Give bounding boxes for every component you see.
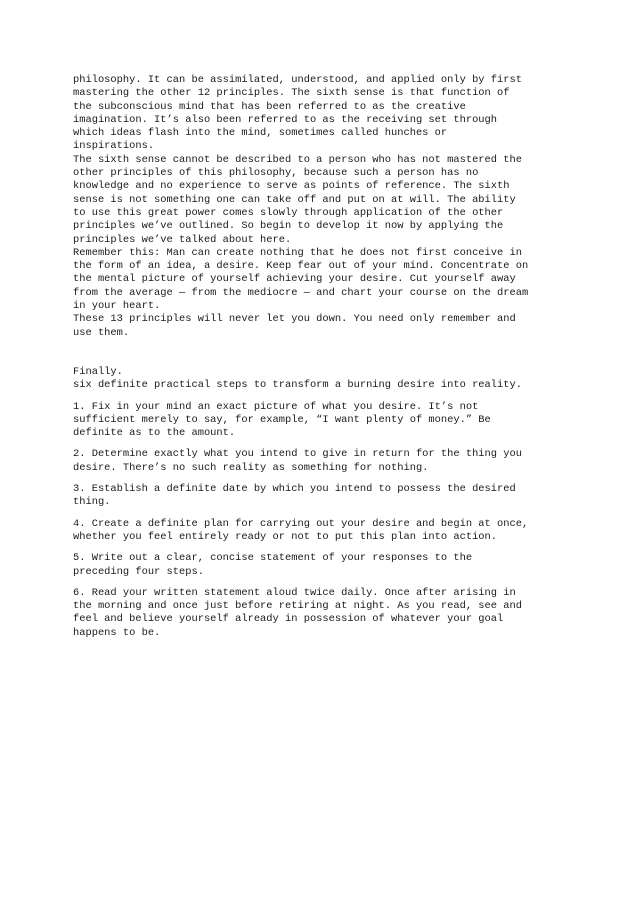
text-line: imagination. It’s also been referred to as the receiving set through (73, 113, 498, 126)
text-line: philosophy. It can be assimilated, understood, and applied only by first (73, 74, 522, 86)
text-line: 2. Determine exactly what you intend to give in return for the thing you (73, 448, 522, 461)
text-line: 6. Read your written statement aloud twice daily. Once after arising in (73, 586, 516, 599)
text-line: desire. There’s no such reality as something for nothing. (73, 461, 429, 474)
text-line: the morning and once just before retiring at night. As you read, see and (73, 600, 522, 613)
text-line: other principles of this philosophy, because such a person has no (73, 167, 479, 180)
text-line: 1. Fix in your mind an exact picture of what you desire. It’s not (73, 400, 479, 413)
step-5 (73, 552, 573, 579)
text-line: 5. Write out a clear, concise statement of your responses to the (73, 552, 473, 565)
text-line: 3. Establish a definite date by which you intend to possess the desired (73, 483, 516, 496)
text-line: the mental picture of yourself achieving your desire. Cut yourself away (73, 273, 516, 286)
text-line: whether you feel entirely ready or not to put this plan into action. (73, 530, 498, 543)
step-1 (73, 401, 573, 441)
text-line: knowledge and no experience to serve as points of reference. The sixth (73, 180, 510, 193)
text-line: in your heart. (73, 300, 161, 313)
text-line: sense is not something one can take off and put on at will. The ability (73, 193, 516, 206)
document-body (73, 74, 573, 640)
section-heading: Finally. (73, 365, 123, 378)
text-line: the form of an idea, a desire. Keep fear out of your mind. Concentrate on (73, 260, 529, 273)
text-line: These 13 principles will never let you down. You need only remember and (73, 313, 516, 326)
text-line: principles we’ve talked about here. (73, 233, 292, 246)
step-4 (73, 518, 573, 545)
text-line: Remember this: Man can create nothing that he does not first conceive in (73, 246, 522, 259)
text-line: inspirations. (73, 140, 155, 153)
intro-block (73, 74, 573, 340)
text-line: the subconscious mind that has been referred to as the creative (73, 100, 466, 113)
text-line: mastering the other 12 principles. The sixth sense is that function of (73, 87, 510, 100)
text-line: from the average — from the mediocre — and chart your course on the dream (73, 286, 529, 299)
text-line: feel and believe yourself already in possession of whatever your goal (73, 613, 504, 626)
text-line: to use this great power comes slowly through application of the other (73, 206, 504, 219)
text-line: which ideas flash into the mind, sometimes called hunches or (73, 127, 448, 140)
section-subheading: six definite practical steps to transform a burning desire into reality. (73, 379, 522, 392)
step-6 (73, 587, 573, 640)
text-line: 4. Create a definite plan for carrying out your desire and begin at once, (73, 517, 529, 530)
finally-block (73, 366, 573, 393)
text-line: use them. (73, 326, 130, 339)
text-line: sufficient merely to say, for example, “I want plenty of money.” Be (73, 413, 491, 426)
text-line: happens to be. (73, 626, 161, 639)
step-2 (73, 448, 573, 475)
text-line: thing. (73, 496, 111, 509)
text-line: preceding four steps. (73, 565, 204, 578)
step-3 (73, 483, 573, 510)
text-line: definite as to the amount. (73, 427, 236, 440)
text-line: The sixth sense cannot be described to a person who has not mastered the (73, 153, 522, 166)
text-line: principles we’ve outlined. So begin to develop it now by applying the (73, 220, 504, 233)
